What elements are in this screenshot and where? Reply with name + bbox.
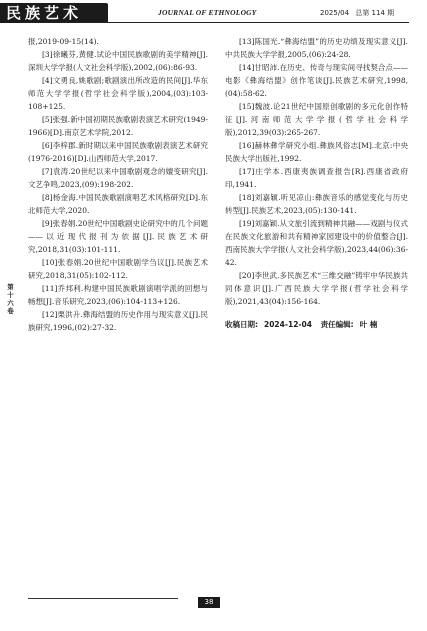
reference-item: [19]刘嘉颖.从文旅引流到精神共融——戏剧与仪式在民族文化旅游和共有精神家园建设中的价值整合[J].西南民族大学学报(人文社会科学版),2023,44(06):36-42. [225, 219, 408, 267]
volume-side-label [6, 283, 15, 315]
volume-char: 十 [7, 291, 14, 299]
reference-item: 报,2019-09-15(14). [28, 37, 99, 46]
reference-item: [6]李梓郡.新时期以来中国民族歌剧表演艺术研究(1976-2016)[D].山西师范大学,2017. [28, 141, 208, 163]
header-rule [20, 22, 409, 23]
references-right-column [225, 35, 408, 331]
received-label: 收稿日期: [225, 320, 258, 329]
reference-item: [12]栗洪升.彝海结盟的历史作用与现实意义[J].民族研究,1996,(02):27-32. [28, 310, 208, 332]
volume-char: 六 [7, 299, 14, 307]
reference-item: [17]庄学本.西康夷族调查报告[R].西康省政府印,1941. [225, 167, 408, 189]
reference-item: [3]徐曦芬,黄健.试论中国民族歌剧的美学精神[J].深圳大学学报(人文社会科学版),2002,(06):86-93. [28, 50, 208, 72]
reference-item: [10]张春娟.20世纪中国歌剧学刍议[J].民族艺术研究,2018,31(05):102-112. [28, 258, 208, 280]
received-date: 2024-12-04 [264, 320, 312, 329]
reference-item: [5]张强.新中国初期民族歌剧表演艺术研究(1949-1966)[D].南京艺术学院,2012. [28, 115, 208, 137]
volume-char: 卷 [7, 307, 14, 315]
issue-total: 总第 114 期 [355, 9, 395, 17]
issue-info [320, 8, 398, 18]
reference-item: [15]魏波.论21世纪中国原创歌剧的多元化创作特征[J].河南师范大学学报(哲学社会科学版),2012,39(03):265-267. [225, 102, 408, 137]
reference-item: [14]甘昭沛.在历史、传奇与现实间寻找契合点——电影《彝海结盟》创作笔谈[J].民族艺术研究,1998,(04):58-62. [225, 63, 408, 98]
page-header [0, 0, 427, 26]
issue-date: 2025/04 [320, 9, 350, 17]
footer-rule [28, 598, 178, 599]
reference-item: [16]赫林彝学研究小组.彝族风俗志[M].北京:中央民族大学出版社,1992. [225, 141, 408, 163]
received-info [225, 318, 408, 331]
reference-item: [20]李世武.多民族艺术“三维交融”铸牢中华民族共同体意识[J].广西民族大学学报(哲学社会科学版),2021,43(04):156-164. [225, 271, 408, 306]
reference-item: [18]刘嘉颖.听见凉山:彝族音乐的感觉变化与历史转型[J].民族艺术,2023,(05):130-141. [225, 193, 408, 215]
editor-name: 叶 楠 [359, 320, 378, 329]
reference-item: [8]杨金海.中国民族歌剧演唱艺术风格研究[D].东北师范大学,2020. [28, 193, 208, 215]
page-number: 38 [198, 597, 220, 608]
journal-english-title: JOURNAL OF ETHNOLOGY [158, 8, 257, 17]
references-left-column [28, 35, 208, 334]
editor-label: 责任编辑: [320, 320, 354, 329]
journal-logo: 民族艺术 [0, 3, 108, 23]
volume-char: 第 [7, 283, 14, 291]
reference-item: [4]文勇良,姚歌剧;歌剧演出所改造的民间[J].华东师范大学学报(哲学社会科学版),2004,(03):103-108+125. [28, 76, 208, 111]
reference-item: [13]陈国光.“彝海结盟”的历史功绩及现实意义[J].中共民族大学学报,2005,(06):24-28. [225, 37, 408, 59]
reference-item: [9]张春娟.20世纪中国歌剧史论研究中的几个问题——以近现代报刊为依据[J].民族艺术研究,2018,31(03):101-111. [28, 219, 208, 254]
reference-item: [7]袁涛.20世纪以来中国歌剧观念的嬗变研究[J].文艺争鸣,2023,(09):198-202. [28, 167, 208, 189]
reference-item: [11]乔邦利.构建中国民族歌剧演唱学派的回想与畅想[J].音乐研究,2023,(06):104-113+126. [28, 284, 208, 306]
